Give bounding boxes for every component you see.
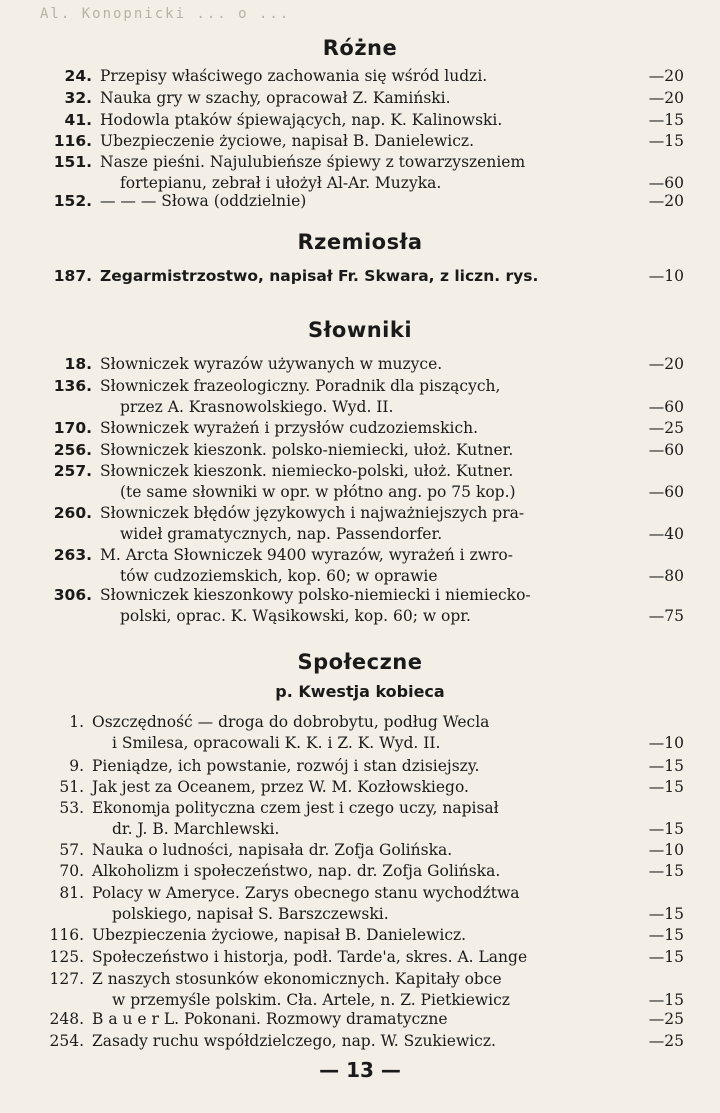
entry-title-line: Ubezpieczenia życiowe, napisał B. Danielewicz. <box>92 926 467 944</box>
entry-number: 81. <box>59 884 84 902</box>
entry-number: 18. <box>64 355 92 373</box>
entry-title-line: polski, oprac. K. Wąsikowski, kop. 60; w opr. <box>120 607 471 625</box>
entry-title-line: Słowniczek frazeologiczny. Poradnik dla piszących, <box>100 377 501 395</box>
entry-title-line: Społeczeństwo i historja, podł. Tarde'a, skres. A. Lange <box>92 948 528 966</box>
entry-title-line: Nauka o ludności, napisała dr. Zofja Golińska. <box>92 841 453 859</box>
entry-number: 263. <box>53 546 92 564</box>
entry-price: —60 <box>648 483 684 501</box>
page-number: — 13 — <box>319 1058 401 1082</box>
entry-price: —20 <box>648 192 684 210</box>
entry-title-line: wideł gramatycznych, nap. Passendorfer. <box>120 525 443 543</box>
entry-price: —15 <box>648 820 684 838</box>
entry-title-line: Pieniądze, ich powstanie, rozwój i stan dzisiejszy. <box>92 757 480 775</box>
entry-price: —20 <box>648 89 684 107</box>
entry-title-line: Polacy w Ameryce. Zarys obecnego stanu wychodźtwa <box>92 884 520 902</box>
entry-number: 152. <box>53 192 92 210</box>
entry-price: —10 <box>648 267 684 285</box>
entry-number: 260. <box>53 504 92 522</box>
entry-number: 51. <box>59 778 84 796</box>
entry-number: 248. <box>49 1010 84 1028</box>
entry-price: —20 <box>648 355 684 373</box>
entry-price: —15 <box>648 905 684 923</box>
entry-title-line: Zegarmistrzostwo, napisał Fr. Skwara, z liczn. rys. <box>100 267 539 285</box>
entry-number: 125. <box>49 948 84 966</box>
entry-title-line: Hodowla ptaków śpiewających, nap. K. Kalinowski. <box>100 111 503 129</box>
entry-title-line: dr. J. B. Marchlewski. <box>112 820 280 838</box>
entry-price: —15 <box>648 926 684 944</box>
entry-number: 53. <box>59 799 84 817</box>
entry-price: —15 <box>648 778 684 796</box>
entry-price: —15 <box>648 862 684 880</box>
entry-title-line: Przepisy właściwego zachowania się wśród ludzi. <box>100 67 488 85</box>
entry-title-line: — — — Słowa (oddzielnie) <box>100 192 307 210</box>
bleed-through-text: Al. Konopnicki ... o ... <box>40 6 291 22</box>
entry-number: 187. <box>53 267 92 285</box>
entry-number: 136. <box>53 377 92 395</box>
section-heading: Rzemiosła <box>297 230 423 254</box>
entry-price: —25 <box>648 1010 684 1028</box>
entry-title-line: B a u e r L. Pokonani. Rozmowy dramatyczne <box>92 1010 448 1028</box>
entry-title-line: Słowniczek błędów językowych i najważniejszych pra- <box>100 504 525 522</box>
entry-price: —15 <box>648 948 684 966</box>
entry-number: 57. <box>59 841 84 859</box>
section-subheading: p. Kwestja kobieca <box>275 682 445 701</box>
entry-title-line: Słowniczek wyrazów używanych w muzyce. <box>100 355 443 373</box>
entry-title-line: Alkoholizm i społeczeństwo, nap. dr. Zofja Golińska. <box>92 862 501 880</box>
entry-number: 70. <box>59 862 84 880</box>
entry-title-line: przez A. Krasnowolskiego. Wyd. II. <box>120 398 394 416</box>
entry-price: —20 <box>648 67 684 85</box>
entry-title-line: tów cudzoziemskich, kop. 60; w oprawie <box>120 567 438 585</box>
entry-number: 116. <box>53 132 92 150</box>
entry-number: 256. <box>53 441 92 459</box>
entry-title-line: Słowniczek kieszonk. polsko-niemiecki, ułoż. Kutner. <box>100 441 514 459</box>
entry-number: 257. <box>53 462 92 480</box>
entry-title-line: Ubezpieczenie życiowe, napisał B. Danielewicz. <box>100 132 475 150</box>
entry-title-line: (te same słowniki w opr. w płótno ang. po 75 kop.) <box>120 483 516 501</box>
entry-title-line: Słowniczek kieszonk. niemiecko-polski, ułoż. Kutner. <box>100 462 514 480</box>
entry-number: 9. <box>69 757 84 775</box>
entry-title-line: Nauka gry w szachy, opracował Z. Kamiński. <box>100 89 451 107</box>
entry-number: 306. <box>53 586 92 604</box>
entry-number: 116. <box>49 926 84 944</box>
entry-title-line: Słowniczek wyrażeń i przysłów cudzoziemskich. <box>100 419 479 437</box>
entry-number: 24. <box>64 67 92 85</box>
entry-price: —15 <box>648 111 684 129</box>
entry-price: —60 <box>648 398 684 416</box>
entry-price: —25 <box>648 1032 684 1050</box>
entry-price: —10 <box>648 734 684 752</box>
entry-price: —25 <box>648 419 684 437</box>
entry-price: —75 <box>648 607 684 625</box>
entry-price: —15 <box>648 132 684 150</box>
entry-title-line: Ekonomja polityczna czem jest i czego uczy, napisał <box>92 799 499 817</box>
entry-price: —15 <box>648 757 684 775</box>
entry-title-line: M. Arcta Słowniczek 9400 wyrazów, wyrażeń i zwro- <box>100 546 513 564</box>
entry-price: —10 <box>648 841 684 859</box>
entry-price: —40 <box>648 525 684 543</box>
entry-title-line: i Smilesa, opracowali K. K. i Z. K. Wyd. II. <box>112 734 441 752</box>
section-heading: Różne <box>322 36 398 60</box>
entry-price: —15 <box>648 991 684 1009</box>
entry-number: 170. <box>53 419 92 437</box>
entry-title-line: fortepianu, zebrał i ułożył Al-Ar. Muzyka. <box>120 174 442 192</box>
entry-number: 32. <box>64 89 92 107</box>
entry-title-line: w przemyśle polskim. Cła. Artele, n. Z. Pietkiewicz <box>112 991 510 1009</box>
entry-number: 1. <box>69 713 84 731</box>
entry-number: 41. <box>64 111 92 129</box>
entry-price: —80 <box>648 567 684 585</box>
entry-price: —60 <box>648 441 684 459</box>
entry-title-line: Zasady ruchu współdzielczego, nap. W. Szukiewicz. <box>92 1032 496 1050</box>
entry-title-line: Słowniczek kieszonkowy polsko-niemiecki i niemiecko- <box>100 586 531 604</box>
entry-number: 151. <box>53 153 92 171</box>
entry-title-line: Jak jest za Oceanem, przez W. M. Kozłowskiego. <box>92 778 469 796</box>
section-heading: Słowniki <box>307 318 413 342</box>
entry-title-line: Oszczędność — droga do dobrobytu, podług Wecla <box>92 713 490 731</box>
entry-title-line: Nasze pieśni. Najulubieńsze śpiewy z towarzyszeniem <box>100 153 526 171</box>
entry-title-line: Z naszych stosunków ekonomicznych. Kapitały obce <box>92 970 502 988</box>
entry-title-line: polskiego, napisał S. Barszczewski. <box>112 905 389 923</box>
entry-price: —60 <box>648 174 684 192</box>
section-heading: Społeczne <box>297 650 423 674</box>
entry-number: 254. <box>49 1032 84 1050</box>
entry-number: 127. <box>49 970 84 988</box>
